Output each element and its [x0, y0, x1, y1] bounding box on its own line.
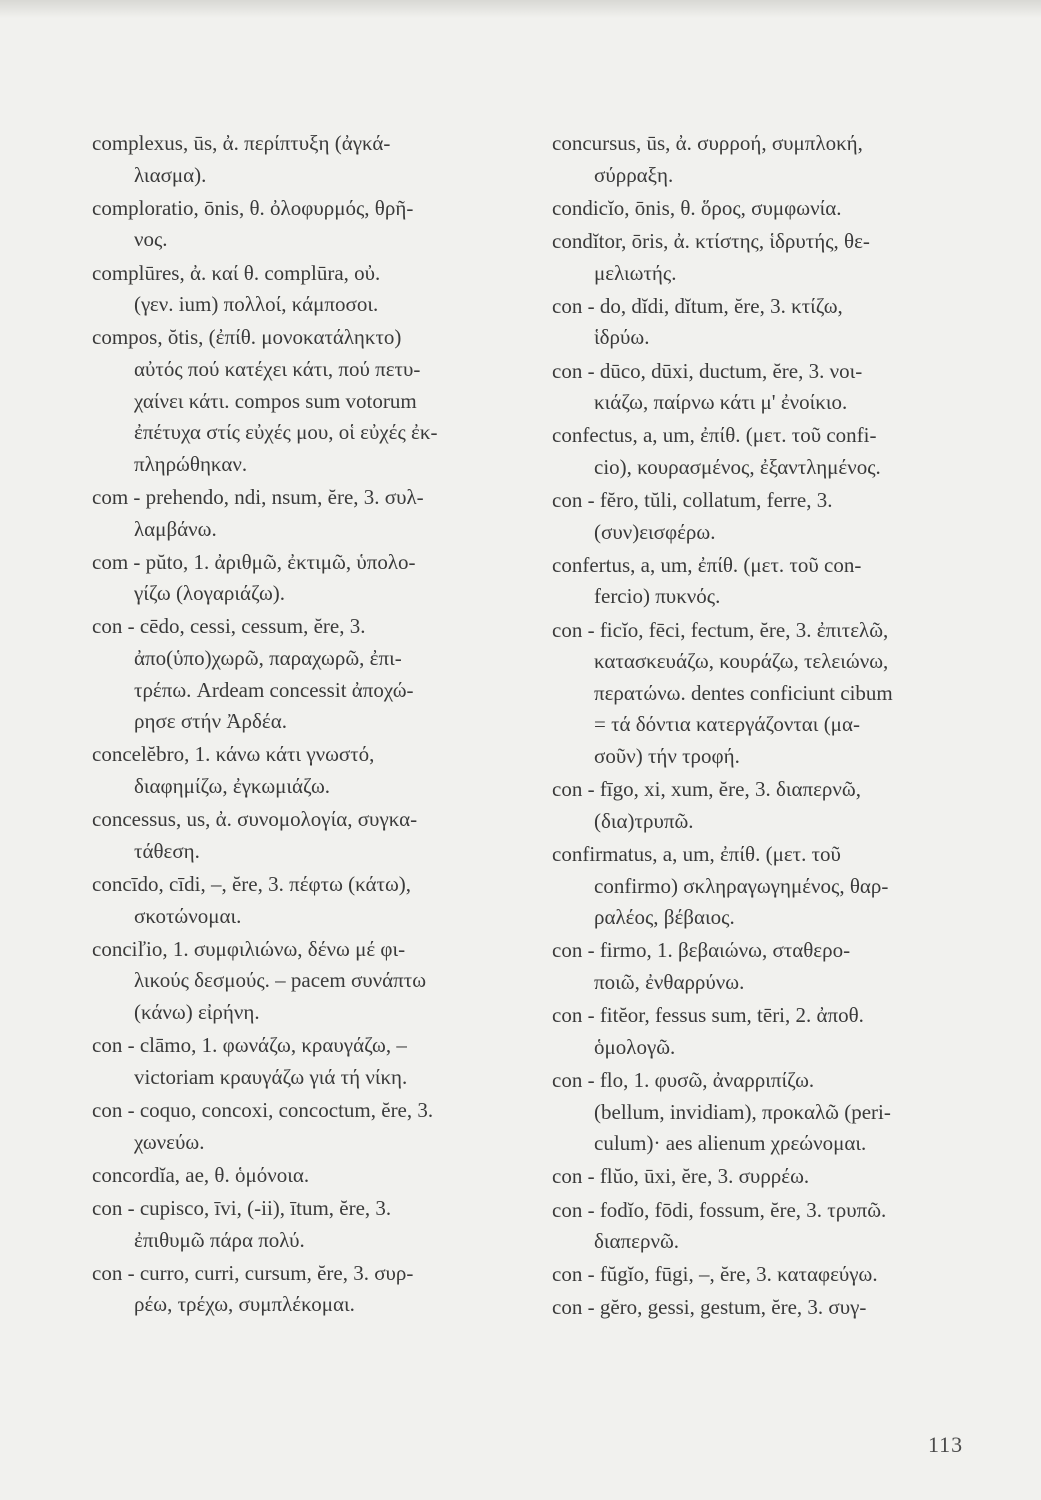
dictionary-entry — [92, 322, 532, 480]
entry-continuation-line: σύρραξη. — [594, 162, 674, 187]
entry-headword-line: con - fīgo, xi, xum, ĕre, 3. διαπερνῶ, — [552, 777, 861, 802]
entry-headword-line: complūres, ἀ. καί θ. complūra, οὐ. — [92, 260, 381, 285]
entry-headword-line: con - fodĭo, fōdi, fossum, ĕre, 3. τρυπῶ. — [552, 1197, 887, 1222]
dictionary-entry — [92, 804, 532, 867]
entry-continuation-line: αὐτός πού κατέχει κάτι, πού πετυ- — [134, 356, 421, 381]
dictionary-entry — [552, 1292, 992, 1324]
dictionary-entry — [92, 611, 532, 737]
dictionary-entry — [92, 193, 532, 256]
entry-headword-line: con - flo, 1. φυσῶ, ἀναρριπίζω. — [552, 1067, 815, 1092]
entry-headword-line: con - flŭo, ūxi, ĕre, 3. συρρέω. — [552, 1164, 810, 1189]
entry-continuation-line: χαίνει κάτι. compos sum votorum — [134, 388, 417, 413]
dictionary-entry — [552, 356, 992, 419]
entry-headword-line: concīdo, cīdi, –, ĕre, 3. πέφτω (κάτω), — [92, 872, 412, 896]
entry-headword-line: con - cēdo, cessi, cessum, ĕre, 3. — [92, 614, 366, 639]
entry-continuation-line: διαφημίζω, ἐγκωμιάζω. — [134, 774, 331, 799]
entry-continuation-line: ραλέος, βέβαιος. — [594, 905, 735, 930]
dictionary-entry — [552, 1065, 992, 1160]
dictionary-entry — [92, 1095, 532, 1158]
entry-continuation-line: confirmo) σκληραγωγημένος, θαρ- — [594, 873, 889, 898]
dictionary-entry — [552, 128, 992, 191]
entry-continuation-line: (συν)εισφέρω. — [594, 519, 716, 544]
dictionary-entry — [92, 1193, 532, 1256]
entry-headword-line: con - gĕro, gessi, gestum, ĕre, 3. συγ- — [552, 1295, 867, 1320]
entry-continuation-line: σοῦν) τήν τροφή. — [594, 744, 740, 769]
dictionary-entry — [92, 1160, 532, 1192]
entry-headword-line: con - curro, curri, cursum, ĕre, 3. συρ- — [92, 1260, 414, 1285]
entry-continuation-line: cio), κουρασμένος, ἐξαντλημένος. — [594, 454, 881, 479]
dictionary-entry — [552, 839, 992, 934]
entry-headword-line: con - ficĭo, fēci, fectum, ĕre, 3. ἐπιτελῶ, — [552, 617, 889, 642]
entry-headword-line: con - fĕro, tŭli, collatum, ferre, 3. — [552, 488, 833, 513]
entry-headword-line: con - cupisco, īvi, (-ii), ītum, ĕre, 3. — [92, 1195, 392, 1220]
dictionary-entry — [552, 485, 992, 548]
entry-continuation-line: fercio) πυκνός. — [594, 584, 721, 609]
page-number: 113 — [928, 1432, 964, 1457]
dictionary-entry — [552, 1161, 992, 1193]
entry-continuation-line: λικούς δεσμούς. – pacem συνάπτω — [134, 968, 427, 993]
entry-continuation-line: λιασμα). — [134, 162, 207, 187]
entry-continuation-line: περατώνω. dentes conficiunt cibum — [594, 680, 893, 705]
entry-continuation-line: σκοτώνομαι. — [134, 903, 242, 928]
dictionary-entry — [552, 420, 992, 483]
entry-headword-line: con - do, dĭdi, dĭtum, ĕre, 3. κτίζω, — [552, 293, 843, 318]
entry-headword-line: con - firmo, 1. βεβαιώνω, σταθερο- — [552, 938, 851, 963]
dictionary-entry — [552, 935, 992, 998]
dictionary-entry — [92, 482, 532, 545]
entry-headword-line: confirmatus, a, um, ἐπίθ. (μετ. τοῦ — [552, 842, 841, 866]
entry-continuation-line: μελιωτής. — [594, 260, 677, 285]
entry-continuation-line: τρέπω. Ardeam concessit ἀποχώ- — [134, 677, 414, 702]
entry-headword-line: con - fitĕor, fessus sum, tēri, 2. ἀποθ. — [552, 1003, 864, 1028]
entry-continuation-line: πληρώθηκαν. — [134, 451, 248, 476]
dictionary-entry — [92, 934, 532, 1029]
dictionary-entry — [552, 550, 992, 613]
dictionary-entry — [552, 193, 992, 225]
entry-continuation-line: ρησε στήν Ἀρδέα. — [134, 709, 287, 734]
entry-continuation-line: victoriam κραυγάζω γιά τή νίκη. — [134, 1064, 408, 1089]
dictionary-entry — [92, 547, 532, 610]
dictionary-entry — [552, 226, 992, 289]
entry-continuation-line: (δια)τρυπῶ. — [594, 808, 694, 833]
entry-headword-line: con - coquo, concoxi, concoctum, ĕre, 3. — [92, 1097, 434, 1122]
dictionary-entry — [552, 1259, 992, 1291]
entry-continuation-line: (bellum, invidiam), προκαλῶ (peri- — [594, 1099, 891, 1124]
entry-headword-line: concordĭa, ae, θ. ὁμόνοια. — [92, 1162, 310, 1187]
dictionary-entry — [92, 869, 532, 932]
dictionary-entry — [92, 128, 532, 191]
entry-headword-line: com - pŭto, 1. ἀριθμῶ, ἐκτιμῶ, ὑπολο- — [92, 549, 416, 574]
entry-headword-line: con - fŭgĭo, fūgi, –, ĕre, 3. καταφεύγω. — [552, 1262, 878, 1287]
entry-continuation-line: = τά δόντια κατεργάζονται (μα- — [594, 712, 860, 737]
entry-continuation-line: culum)· aes alienum χρεώνομαι. — [594, 1131, 867, 1156]
entry-continuation-line: κατασκευάζω, κουράζω, τελειώνω, — [594, 649, 889, 674]
entry-headword-line: concelĕbro, 1. κάνω κάτι γνωστό, — [92, 742, 375, 767]
right-column — [552, 128, 992, 1326]
entry-continuation-line: ἀπο(ὑπο)χωρῶ, παραχωρῶ, ἐπι- — [134, 646, 402, 671]
entry-continuation-line: γίζω (λογαριάζω). — [134, 581, 286, 606]
page-top-edge — [0, 0, 1041, 18]
dictionary-entry — [92, 1030, 532, 1093]
entry-headword-line: confectus, a, um, ἐπίθ. (μετ. τοῦ confi- — [552, 423, 877, 448]
entry-headword-line: concursus, ūs, ἀ. συρροή, συμπλοκή, — [552, 131, 863, 155]
dictionary-entry — [552, 774, 992, 837]
entry-headword-line: condĭtor, ōris, ἀ. κτίστης, ἱδρυτής, θε- — [552, 228, 870, 253]
dictionary-entry — [552, 1195, 992, 1258]
dictionary-entry — [92, 1258, 532, 1321]
dictionary-entry — [552, 615, 992, 773]
left-column — [92, 128, 532, 1322]
entry-headword-line: complexus, ūs, ἀ. περίπτυξη (ἀγκά- — [92, 131, 391, 155]
entry-continuation-line: ἐπιθυμῶ πάρα πολύ. — [134, 1227, 305, 1252]
dictionary-entry — [552, 291, 992, 354]
entry-headword-line: comploratio, ōnis, θ. ὀλοφυρμός, θρῆ- — [92, 195, 414, 220]
entry-headword-line: compos, ŏtis, (ἐπίθ. μονοκατάληκτο) — [92, 325, 402, 350]
entry-headword-line: condicĭo, ōnis, θ. ὅρος, συμφωνία. — [552, 195, 842, 220]
entry-continuation-line: κιάζω, παίρνω κάτι μ' ἐνοίκιο. — [594, 390, 848, 415]
entry-continuation-line: νος. — [134, 227, 168, 252]
entry-continuation-line: ρέω, τρέχω, συμπλέκομαι. — [134, 1292, 355, 1317]
entry-continuation-line: τάθεση. — [134, 838, 200, 863]
dictionary-entry — [92, 258, 532, 321]
entry-continuation-line: (κάνω) εἰρήνη. — [134, 999, 260, 1024]
entry-headword-line: confertus, a, um, ἐπίθ. (μετ. τοῦ con- — [552, 552, 862, 577]
entry-continuation-line: ποιῶ, ἐνθαρρύνω. — [594, 969, 745, 994]
entry-continuation-line: διαπερνῶ. — [594, 1229, 680, 1254]
entry-headword-line: conciľio, 1. συμφιλιώνω, δένω μέ φι- — [92, 936, 406, 961]
entry-headword-line: con - dūco, dūxi, ductum, ĕre, 3. νοι- — [552, 358, 863, 383]
dictionary-entry — [552, 1000, 992, 1063]
entry-continuation-line: χωνεύω. — [134, 1129, 205, 1154]
entry-headword-line: concessus, us, ἀ. συνομολογία, συγκα- — [92, 807, 418, 832]
dictionary-entry — [92, 739, 532, 802]
entry-continuation-line: ὁμολογῶ. — [594, 1034, 676, 1059]
entry-continuation-line: λαμβάνω. — [134, 516, 217, 541]
entry-continuation-line: ἐπέτυχα στίς εὐχές μου, οἱ εὐχές ἐκ- — [134, 420, 438, 445]
entry-continuation-line: ἱδρύω. — [594, 325, 650, 350]
entry-continuation-line: (γεν. ium) πολλοί, κάμποσοι. — [134, 292, 379, 317]
entry-headword-line: com - prehendo, ndi, nsum, ĕre, 3. συλ- — [92, 484, 424, 509]
entry-headword-line: con - clāmo, 1. φωνάζω, κραυγάζω, – — [92, 1033, 407, 1058]
